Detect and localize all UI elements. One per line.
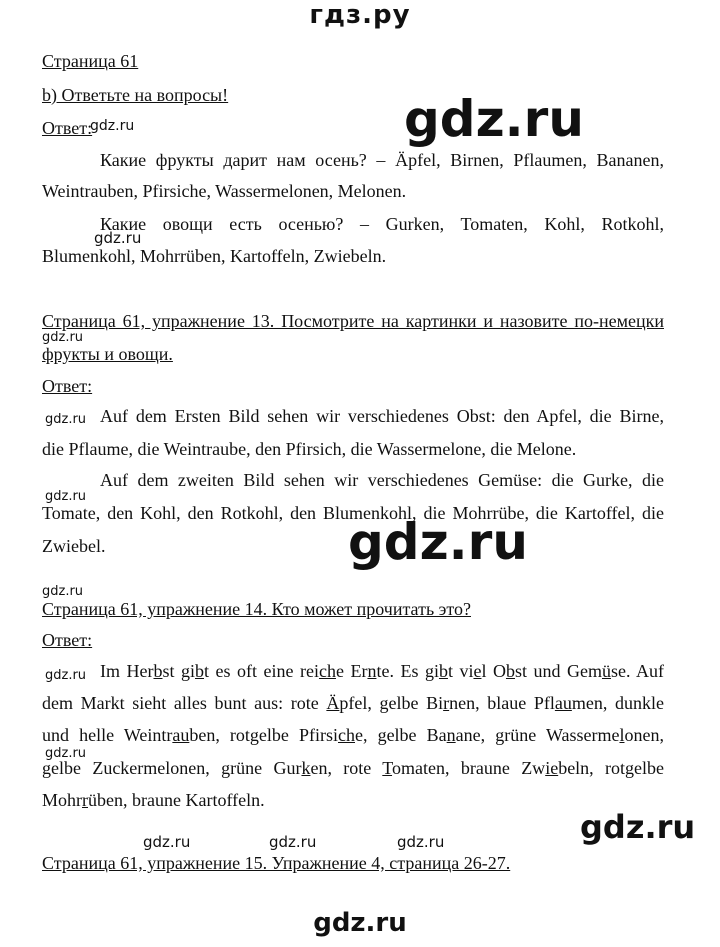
watermark-small: gdz.ru [397,833,445,851]
underlined-letter: au [554,693,572,713]
watermark-small: gdz.ru [45,668,87,683]
text-segment: ben, rotgelbe Pfirsi [189,725,338,745]
answer-text: Какие фрукты дарит нам осень? – Äpfel, Birnen, Pflaumen, Bananen, [100,150,664,170]
answer-label: Ответ: [42,630,93,650]
section-title: Страница 61 [42,51,139,71]
footer-watermark: gdz.ru [313,908,407,938]
text-segment: te. Es gi [376,661,439,681]
text-segment: st gi [162,661,195,681]
section-title: Страница 61, упражнение 14. Кто может прочитать это? [42,599,471,619]
watermark-small: gdz.ru [42,584,84,599]
section-title: Страница 61, упражнение 13. Посмотрите на картинки и назовите по-немецки [42,311,664,331]
answer-text: Auf dem zweiten Bild sehen wir verschiedenes Gemüse: die Gurke, die [100,470,664,490]
watermark-large: gdz.ru [348,513,528,571]
text-segment: üben, braune Kartoffeln. [88,790,265,810]
text-segment: dem Markt sieht alles bunt aus: rote [42,693,327,713]
text-segment: st und Gem [514,661,602,681]
underlined-letter: r [443,693,450,713]
text-segment: e, gelbe Ba [355,725,447,745]
watermark-large: gdz.ru [404,90,584,148]
underlined-letter: e [473,661,482,681]
answer-label: Ответ: [42,118,93,138]
answer-label: Ответ: [42,376,93,396]
question: b) Ответьте на вопросы! [42,85,229,105]
text-segment: e Er [335,661,368,681]
underlined-letter: l [619,725,625,745]
section-title: фрукты и овощи. [42,344,173,364]
watermark-small: gdz.ru [94,229,142,247]
watermark-small: gdz.ru [269,833,317,851]
underlined-letter: ü [601,661,611,681]
underlined-letter: ie [545,758,559,778]
watermark-medium: gdz.ru [580,808,696,846]
section-title: Страница 61, упражнение 15. Упражнение 4, страница 26-27. [42,853,511,873]
text-segment: ane, grüne Wasserme [455,725,620,745]
text-segment: se. Auf [610,661,664,681]
reading-line [100,661,664,682]
watermark-small: gdz.ru [42,330,84,345]
answer-text: die Pflaume, die Weintraube, den Pfirsich, die Wassermelone, die Melone. [42,439,577,459]
underlined-letter: au [172,725,190,745]
reading-line [42,758,664,779]
watermark-small: gdz.ru [45,746,87,761]
text-segment: nen, blaue Pfl [449,693,555,713]
underlined-letter: Ä [326,693,340,713]
text-segment: t es oft eine rei [204,661,319,681]
text-segment: onen, [624,725,664,745]
site-header: гдз.ру [309,0,411,30]
text-segment: t vi [447,661,474,681]
watermark-small: gdz.ru [45,412,87,427]
underlined-letter: b [505,661,515,681]
text-segment: l O [481,661,506,681]
text-segment: omaten, braune Zw [392,758,546,778]
text-segment: en, rote [310,758,383,778]
underlined-letter: k [301,758,311,778]
text-segment: gelbe Zuckermelonen, grüne Gur [42,758,302,778]
watermark-small: gdz.ru [45,489,87,504]
text-segment: beln, rotgelbe [558,758,664,778]
answer-text: Zwiebel. [42,536,106,556]
answer-text: Blumenkohl, Mohrrüben, Kartoffeln, Zwiebeln. [42,246,387,266]
watermark-small: gdz.ru [143,833,191,851]
underlined-letter: ch [338,725,355,745]
underlined-letter: T [382,758,393,778]
watermark-small: gdz.ru [90,118,135,134]
underlined-letter: n [367,661,377,681]
underlined-letter: b [195,661,204,681]
text-segment: Mohr [42,790,82,810]
reading-line [42,693,664,714]
text-segment: und helle Weintr [42,725,173,745]
text-segment: men, dunkle [571,693,664,713]
answer-text: Tomate, den Kohl, den Rotkohl, den Blumenkohl, die Mohrrübe, die Kartoffel, die [42,503,664,523]
text-segment: pfel, gelbe Bi [339,693,444,713]
reading-line [42,725,664,746]
answer-text: Weintrauben, Pfirsiche, Wassermelonen, Melonen. [42,181,407,201]
reading-line [42,790,265,811]
answer-text: Какие овощи есть осенью? – Gurken, Tomaten, Kohl, Rotkohl, [100,214,664,234]
underlined-letter: b [438,661,448,681]
underlined-letter: n [446,725,456,745]
text-segment: Im Her [100,661,154,681]
underlined-letter: b [153,661,163,681]
underlined-letter: ch [318,661,336,681]
answer-text: Auf dem Ersten Bild sehen wir verschiedenes Obst: den Apfel, die Birne, [100,406,664,426]
underlined-letter: r [82,790,88,810]
